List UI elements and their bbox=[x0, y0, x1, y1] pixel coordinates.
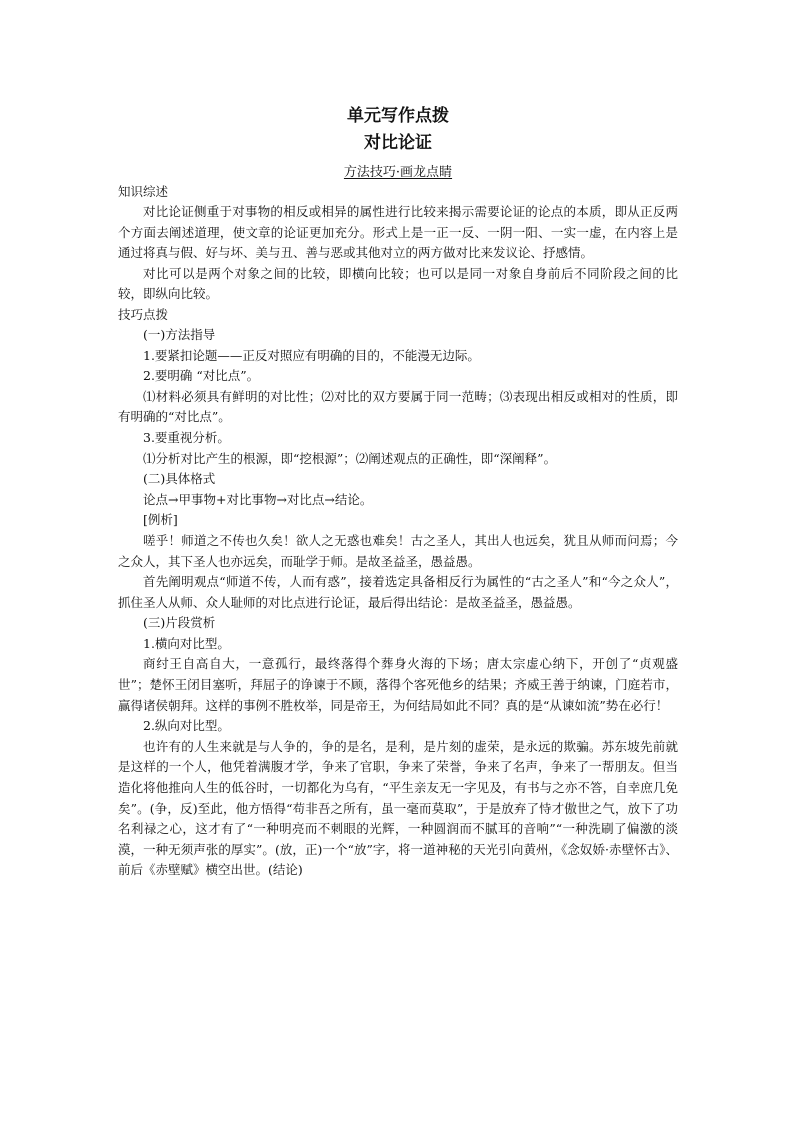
example-label: [例析] bbox=[143, 512, 178, 528]
document-page bbox=[118, 100, 678, 881]
paragraph: ⑴分析对比产生的根源，即“挖根源”；⑵阐述观点的正确性，即“深阐释”。 bbox=[143, 450, 557, 466]
subheading: (二)具体格式 bbox=[143, 471, 216, 487]
paragraph: 商纣王自高自大，一意孤行，最终落得个葬身火海的下场；唐太宗虚心纳下，开创了“贞观盛世”；楚怀王闭目塞听，拜屈子的诤谏于不顾，落得个客死他乡的结果；齐威王善于纳谏，门庭若市，赢得诸侯朝拜。这样的事例不胜枚举，同是帝王，为何结局如此不同？真的是“从谏如流”势在必行！ bbox=[118, 656, 678, 713]
paragraph: 对比论证侧重于对事物的相反或相异的属性进行比较来揭示需要论证的论点的本质，即从正反两个方面去阐述道理，使文章的论证更加充分。形式上是一正一反、一阴一阳、一实一虚，在内容上是通过将真与假、好与坏、美与丑、善与恶或其他对立的两方做对比来发议论、抒感情。 bbox=[118, 204, 678, 261]
page-subtitle: 对比论证 bbox=[364, 133, 432, 153]
paragraph: 论点→甲事物+对比事物→对比点→结论。 bbox=[143, 491, 373, 507]
section-banner bbox=[118, 164, 678, 182]
list-item: 3.要重视分析。 bbox=[143, 429, 230, 445]
list-item: 1.要紧扣论题——正反对照应有明确的目的，不能漫无边际。 bbox=[143, 347, 480, 363]
paragraph: 也许有的人生来就是与人争的，争的是名，是利，是片刻的虚荣，是永远的欺骗。苏东坡先前就是这样的一个人，他凭着满腹才学，争来了官职，争来了荣誉，争来了名声，争来了一帮朋友。但当造化将他推向人生的低谷时，一切都化为乌有，“平生亲友无一字见及，有书与之亦不答，自幸庶几免矣”。(争，反)至此，他方悟得“苟非吾之所有，虽一毫而莫取”，于是放弃了恃才傲世之气，放下了功名利禄之心，这才有了“一种明亮而不刺眼的光辉，一种圆润而不腻耳的音响”“一种洗刷了偏激的淡漠，一种无须声张的厚实”。(放，正)一个“放”字，将一道神秘的天光引向黄州，《念奴娇·赤壁怀古》、前后《赤壁赋》横空出世。(结论) bbox=[118, 738, 678, 878]
analysis-paragraph: 首先阐明观点“师道不传，人而有惑”，接着选定具备相反行为属性的“古之圣人”和“今之众人”，抓住圣人从师、众人耻师的对比点进行论证，最后得出结论：是故圣益圣，愚益愚。 bbox=[118, 574, 678, 610]
quote-paragraph: 嗟乎！师道之不传也久矣！欲人之无惑也难矣！古之圣人，其出人也远矣，犹且从师而问焉；今之众人，其下圣人也亦远矣，而耻学于师。是故圣益圣，愚益愚。 bbox=[118, 532, 678, 569]
list-item: 2.要明确 “对比点”。 bbox=[143, 368, 260, 384]
list-item: 1.横向对比型。 bbox=[143, 635, 230, 651]
subheading: (一)方法指导 bbox=[143, 326, 216, 342]
page-title: 单元写作点拨 bbox=[347, 106, 449, 126]
subheading: (三)片段赏析 bbox=[143, 615, 216, 631]
section-banner-text: 方法技巧·画龙点睛 bbox=[343, 165, 453, 180]
paragraph: ⑴材料必须具有鲜明的对比性；⑵对比的双方要属于同一范畴；⑶表现出相反或相对的性质，即有明确的“对比点”。 bbox=[118, 388, 678, 425]
section-heading-skills: 技巧点拨 bbox=[118, 306, 169, 322]
paragraph: 对比可以是两个对象之间的比较，即横向比较；也可以是同一对象自身前后不同阶段之间的比较，即纵向比较。 bbox=[118, 265, 678, 302]
section-heading-knowledge: 知识综述 bbox=[118, 184, 169, 199]
list-item: 2.纵向对比型。 bbox=[143, 718, 230, 734]
